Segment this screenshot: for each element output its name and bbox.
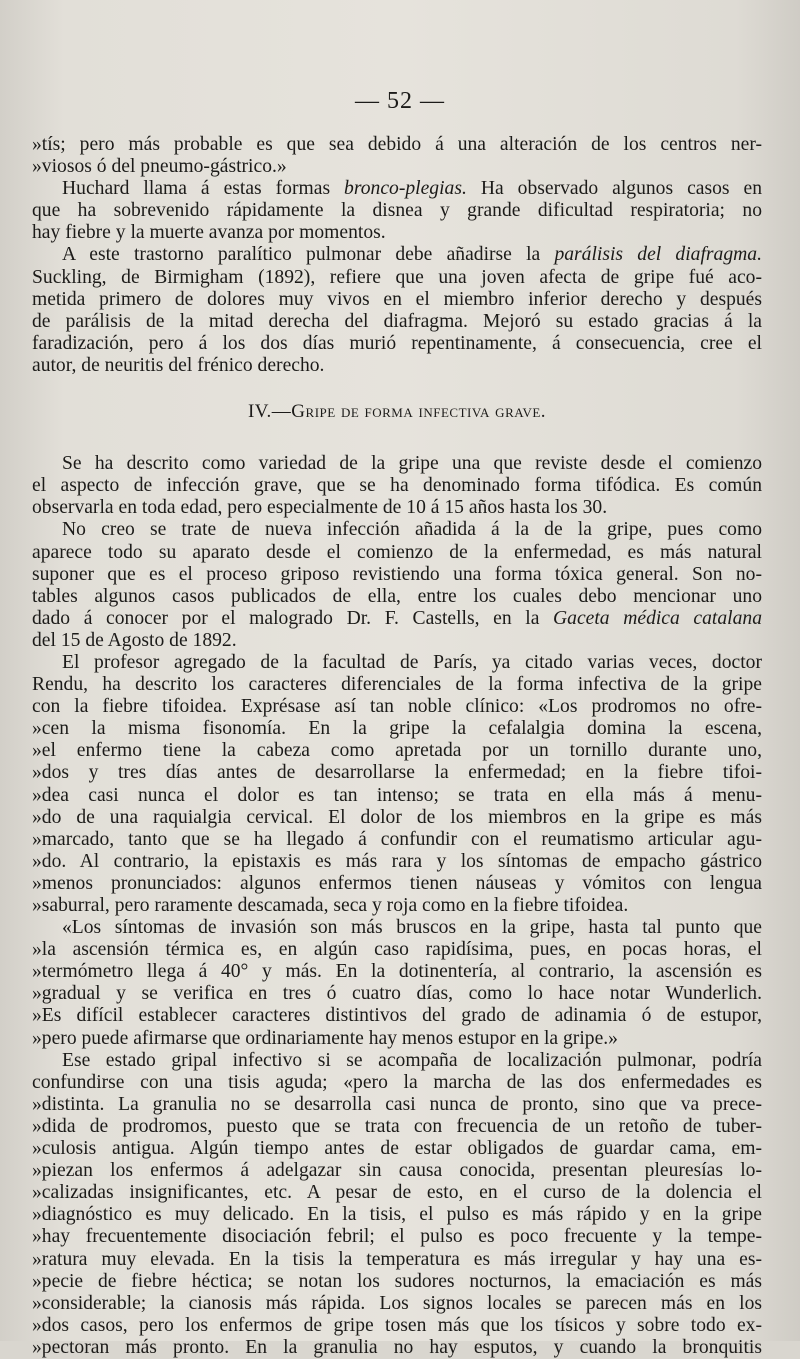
text-run: Huchard llama á estas formas [62,178,345,200]
text-line: »viosos ó del pneumo-gástrico.» [32,156,287,178]
section-heading [32,401,762,423]
paragraph-6 [32,652,762,917]
paragraph-5 [32,519,762,652]
italic-term: Gaceta médica catalana [553,607,762,629]
text-line: »pecie de fiebre héctica; se notan los sudores nocturnos, la emaciación es más [32,1270,762,1292]
text-line: »ratura muy elevada. En la tisis la temperatura es más irregular y hay una es- [32,1248,762,1270]
text-line: »termómetro llega á 40° y más. En la dotinentería, al contrario, la ascensión es [32,961,762,983]
section-title: Gripe de forma infectiva grave. [291,401,547,423]
text-line: »menos pronunciados: algunos enfermos tienen náuseas y vómitos con lengua [32,872,762,894]
text-line: »considerable; la cianosis más rápida. Los signos locales se parecen más en los [32,1292,762,1314]
text-line: »saburral, pero raramente descamada, seca y roja como en la fiebre tifoidea. [32,895,629,916]
text-line: »dida de prodromos, puesto que se trata con frecuencia de un retoño de tuber- [32,1115,762,1137]
text-line: hay fiebre y la muerte avanza por momentos. [32,222,386,244]
text-line: autor, de neuritis del frénico derecho. [32,354,325,376]
paragraph-7 [32,917,762,1050]
text-line: »marcado, tanto que se ha llegado á confundir con el reumatismo articular agu- [32,828,762,850]
text-line: El profesor agregado de la facultad de París, ya citado varias veces, doctor [62,651,762,673]
text-line: del 15 de Agosto de 1892. [32,629,237,651]
italic-term: bronco-plegias. [344,178,467,200]
text-line: que ha sobrevenido rápidamente la disnea y grande dificultad respiratoria; no [32,200,762,222]
text-line: »culosis antigua. Algún tiempo antes de estar obligados de guardar cama, em- [32,1138,762,1160]
paragraph-4 [32,453,762,519]
text-run: dado á conocer por el malogrado Dr. F. Castells, en la [32,607,554,629]
text-line: »el enfermo tiene la cabeza como apretada por un tornillo durante uno, [32,740,762,762]
text-line: Rendu, ha descrito los caracteres diferenciales de la forma infectiva de la gripe [32,674,762,696]
text-line: »do. Al contrario, la epistaxis es más rara y los síntomas de empacho gástrico [32,850,762,872]
italic-term: parálisis del diafragma. [554,244,762,266]
text-line: Ese estado gripal infectivo si se acompaña de localización pulmonar, podría [62,1049,762,1071]
page-number: — 52 — [355,88,445,114]
text-line: »pectoran más pronto. En la granulia no hay esputos, y cuando la bronquitis [32,1336,762,1358]
text-line: observarla en toda edad, pero especialmente de 10 á 15 años hasta los 30. [32,497,608,519]
text-line: »diagnóstico es muy delicado. En la tisis, el pulso es más rápido y en la gripe [32,1204,762,1226]
text-line: tables algunos casos publicados de ella, entre los cuales debo mencionar uno [32,585,762,607]
text-line: «Los síntomas de invasión son más bruscos en la gripe, hasta tal punto que [62,917,762,939]
text-line: »tís; pero más probable es que sea debido á una alteración de los centros ner- [32,134,762,155]
text-line: »la ascensión térmica es, en algún caso rapidísima, pues, en pocas horas, el [32,939,762,961]
text-line: »cen la misma fisonomía. En la gripe la cefalalgia domina la escena, [32,718,762,740]
text-line: »dea casi nunca el dolor es tan intenso; se trata en ella más á menu- [32,784,762,806]
text-line: de parálisis de la mitad derecha del diafragma. Mejoró su estado gracias á la [32,310,762,332]
text-line: confundirse con una tisis aguda; «pero la marcha de las dos enfermedades es [32,1071,762,1093]
text-line: »do de una raquialgia cervical. El dolor de los miembros en la gripe es más [32,806,762,828]
text-line: Suckling, de Birmigham (1892), refiere que una joven afecta de gripe fué aco- [32,266,762,288]
text-run: Ha observado algunos casos en [466,178,762,200]
paragraph-3 [32,244,762,377]
text-line: »gradual y se verifica en tres ó cuatro días, como lo hace notar Wunderlich. [32,983,762,1005]
text-line: con la fiebre tifoidea. Exprésase así tan noble clínico: «Los prodromos no ofre- [32,696,762,718]
section-number: IV.— [247,401,292,423]
text-line: »calizadas insignificantes, etc. A pesar de esto, en el curso de la dolencia el [32,1182,762,1204]
text-line: »piezan los enfermos á adelgazar sin causa conocida, presentan pleuresías lo- [32,1160,762,1182]
text-line: Se ha descrito como variedad de la gripe una que reviste desde el comienzo [62,453,762,475]
paragraph-8 [32,1050,762,1359]
paragraph-2 [32,178,762,244]
text-line: »pero puede afirmarse que ordinariamente hay menos estupor en la gripe.» [32,1027,618,1049]
text-line: No creo se trate de nueva infección añadida á la de la gripe, pues como [62,519,762,541]
text-line: »dos casos, pero los enfermos de gripe tosen más que los tísicos y sobre todo ex- [32,1314,762,1336]
text-line: »distinta. La granulia no se desarrolla casi nunca de pronto, sino que va prece- [32,1093,762,1115]
text-line: »hay frecuentemente disociación febril; el pulso es poco frecuente y la tempe- [32,1226,762,1248]
text-line: aparece todo su aparato desde el comienzo de la enfermedad, es más natural [32,541,762,563]
text-line [32,178,762,200]
text-line [32,244,762,266]
text-line: »dos y tres días antes de desarrollarse la enfermedad; en la fiebre tifoi- [32,762,762,784]
text-line: metida primero de dolores muy vivos en el miembro inferior derecho y después [32,288,762,310]
text-line [32,608,762,630]
text-line: faradización, pero á los dos días murió repentinamente, á consecuencia, cree el [32,332,762,354]
text-line: »Es difícil establecer caracteres distintivos del grado de adinamia ó de estupor, [32,1005,762,1027]
body-text [32,134,762,1359]
text-run: A este trastorno paralítico pulmonar debe añadirse la [62,244,555,266]
text-line: el aspecto de infección grave, que se ha denominado forma tifódica. Es común [32,475,762,497]
text-line: suponer que es el proceso griposo revistiendo una forma tóxica general. Son no- [32,563,762,585]
paragraph-1 [32,134,762,178]
